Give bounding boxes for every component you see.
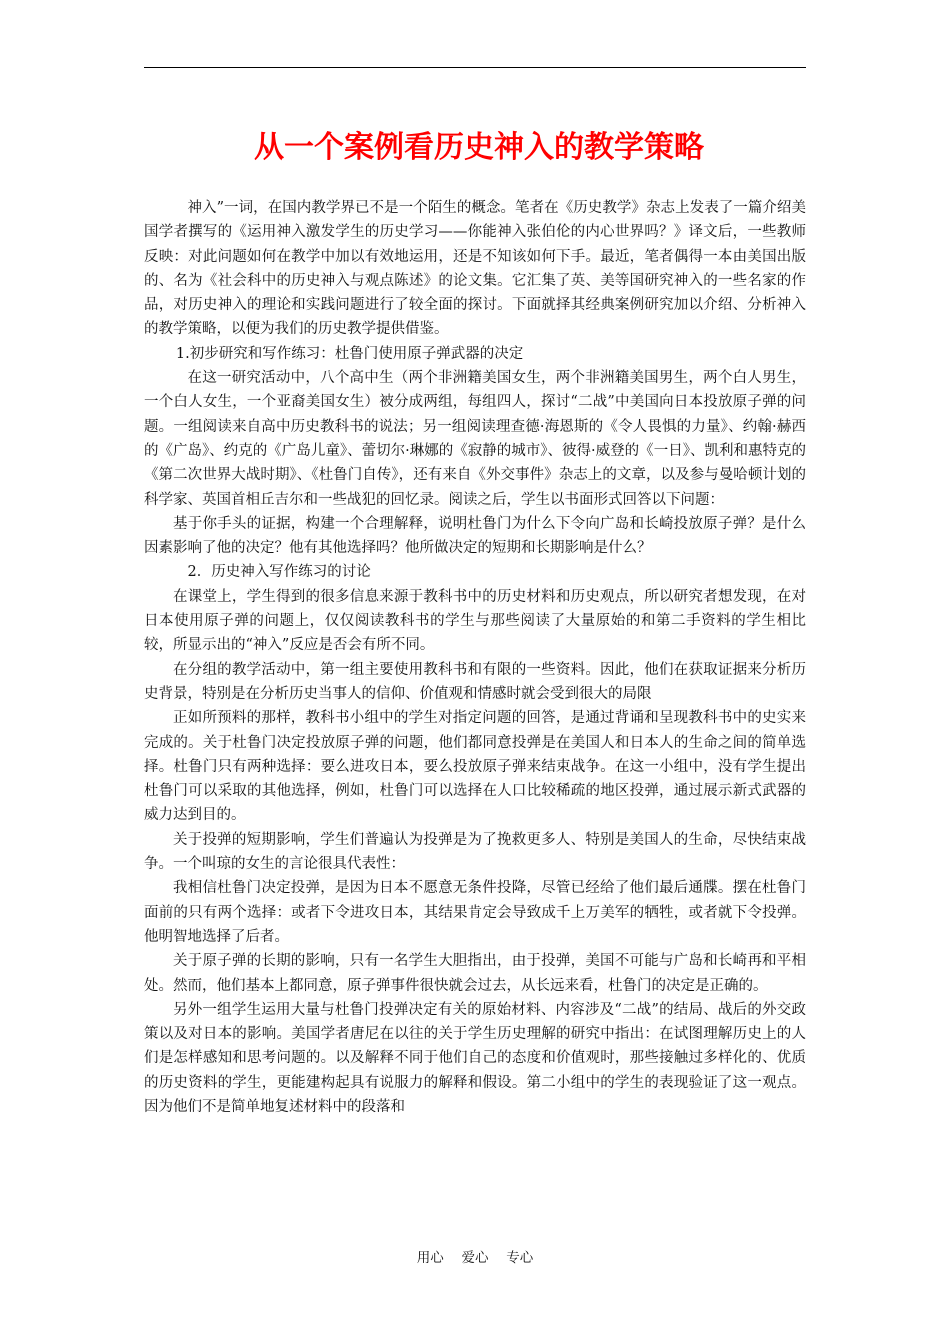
section-heading-1: 1.初步研究和写作练习：杜鲁门使用原子弹武器的决定 xyxy=(175,345,524,362)
page-title: 从一个案例看历史神入的教学策略 xyxy=(254,130,704,165)
body-paragraph: 正如所预料的那样，教科书小组中的学生对指定问题的回答，是通过背诵和呈现教科书中的史实来完成的。关于杜鲁门决定投放原子弹的问题，他们都同意投弹是在美国人和日本人的生命之间的简单选择。杜鲁门只有两种选择：要么进攻日本，要么投放原子弹来结束战争。在这一小组中，没有学生提出杜鲁门可以采取的其他选择，例如，杜鲁门可以选择在人口比较稀疏的地区投弹，通过展示新式武器的威力达到目的。 xyxy=(144,710,806,824)
body-paragraph: 在课堂上，学生得到的很多信息来源于教科书中的历史材料和历史观点，所以研究者想发现，在对日本使用原子弹的问题上，仅仅阅读教科书的学生与那些阅读了大量原始的和第二手资料的学生相比较，所显示出的“神入”反应是否会有所不同。 xyxy=(144,588,806,654)
page-footer: 用心 爱心 专心 xyxy=(416,1250,534,1266)
body-paragraph: 另外一组学生运用大量与杜鲁门投弹决定有关的原始材料、内容涉及“二战”的结局、战后的外交政策以及对日本的影响。美国学者唐尼在以往的关于学生历史理解的研究中指出：在试图理解历史上的人们是怎样感知和思考问题的。以及解释不同于他们自己的态度和价值观时，那些接触过多样化的、优质的历史资料的学生，更能建构起具有说服力的解释和假设。第二小组中的学生的表现验证了这一观点。因为他们不是简单地复述材料中的段落和 xyxy=(144,1001,806,1115)
section-heading-2: 2．历史神入写作练习的讨论 xyxy=(187,564,371,581)
body-paragraph: 关于原子弹的长期的影响，只有一名学生大胆指出，由于投弹，美国不可能与广岛和长崎再和平相处。然而，他们基本上都同意，原子弹事件很快就会过去，从长远来看，杜鲁门的决定是正确的。 xyxy=(144,953,806,994)
body-paragraph: 在这一研究活动中，八个高中生（两个非洲籍美国女生，两个非洲籍美国男生，两个白人男生，一个白人女生，一个亚裔美国女生）被分成两组，每组四人，探讨“二战”中美国向日本投放原子弹的问题。一组阅读来自高中历史教科书的说法；另一组阅读理查德·海恩斯的《令人畏惧的力量》、约翰·赫西的《广岛》、约克的《广岛儿童》、蕾切尔·琳娜的《寂静的城市》、彼得·威登的《一日》、凯利和惠特克的《第二次世界大战时期》、《杜鲁门自传》，还有来自《外交事件》杂志上的文章，以及参与曼哈顿计划的科学家、英国首相丘吉尔和一些战犯的回忆录。阅读之后，学生以书面形式回答以下问题： xyxy=(144,370,806,508)
quote-paragraph: 我相信杜鲁门决定投弹，是因为日本不愿意无条件投降，尽管已经给了他们最后通牒。摆在杜鲁门面前的只有两个选择：或者下令进攻日本，其结果肯定会导致成千上万美军的牺牲，或者就下令投弹。他明智地选择了后者。 xyxy=(144,880,806,945)
question-paragraph: 基于你手头的证据，构建一个合理解释，说明杜鲁门为什么下令向广岛和长崎投放原子弹？是什么因素影响了他的决定？他有其他选择吗？他所做决定的短期和长期影响是什么？ xyxy=(144,515,806,557)
header-rule xyxy=(144,67,806,68)
intro-paragraph: 神入”一词，在国内教学界已不是一个陌生的概念。笔者在《历史教学》杂志上发表了一篇介绍美国学者撰写的《运用神入激发学生的历史学习——你能神入张伯伦的内心世界吗？》译文后，一些教师反映：对此问题如何在教学中加以有效地运用，还是不知该如何下手。最近，笔者偶得一本由美国出版的、名为《社会科中的历史神入与观点陈述》的论文集。它汇集了英、美等国研究神入的一些名家的作品，对历史神入的理论和实践问题进行了较全面的探讨。下面就择其经典案例研究加以介绍、分析神入的教学策略，以便为我们的历史教学提供借鉴。 xyxy=(144,200,806,338)
body-paragraph: 在分组的教学活动中，第一组主要使用教科书和有限的一些资料。因此，他们在获取证据来分析历史背景，特别是在分析历史当事人的信仰、价值观和情感时就会受到很大的局限 xyxy=(144,661,806,702)
body-paragraph: 关于投弹的短期影响，学生们普遍认为投弹是为了挽救更多人、特别是美国人的生命，尽快结束战争。一个叫琼的女生的言论很具代表性： xyxy=(144,831,806,873)
article-body xyxy=(144,196,806,1119)
